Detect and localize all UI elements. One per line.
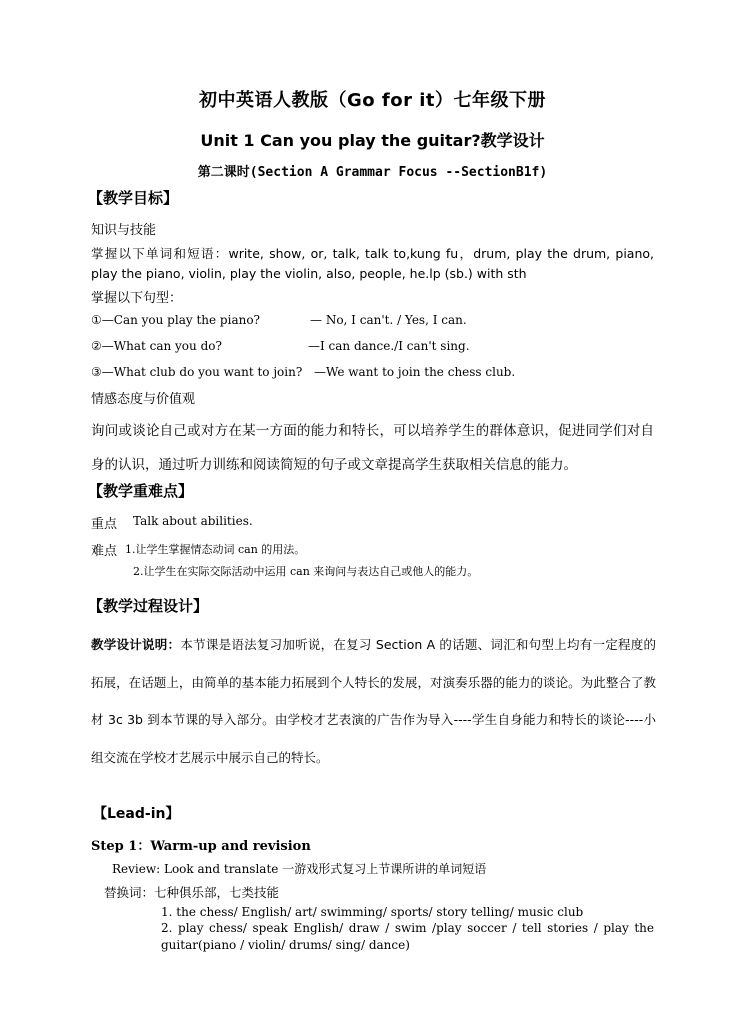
doc-title: 初中英语人教版（Go for it）七年级下册 (198, 90, 547, 111)
attitude-text: 询问或谈论自己或对方在某一方面的能力和特长，可以培养学生的群体意识，促进同学们对自身的认识，通过听力训练和阅读简短的句子或文章提高学生获取相关信息的能力。 (91, 423, 654, 473)
process-heading: 【教学过程设计】 (88, 597, 209, 615)
attitude-label: 情感态度与价值观 (91, 392, 196, 407)
leadin-heading: 【Lead-in】 (93, 806, 180, 822)
difficulty-label: 难点 (91, 544, 118, 559)
review-line: Review: Look and translate 一游戏形式复习上节课所讲的单词短语 (112, 862, 487, 876)
sentence-q-1: ①—Can you play the piano? (91, 313, 260, 327)
vocab-text: 掌握以下单词和短语：write, show, or, talk, talk to,kung fu，drum, play the drum, piano, play the piano, violin, play the violin, also, people, he.lp (sb.) with sth (91, 246, 654, 281)
sentence-a-2: —I can dance./I can't sing. (308, 339, 470, 353)
sentence-label: 掌握以下句型： (91, 291, 183, 306)
doc-subtitle: Unit 1 Can you play the guitar?教学设计 (200, 131, 545, 150)
design-paragraph (91, 626, 656, 776)
sentence-a-3: —We want to join the chess club. (314, 365, 516, 379)
difficulty-1: 1.让学生掌握情态动词 can 的用法。 (125, 543, 306, 556)
lesson-info: 第二课时(Section A Grammar Focus --SectionB1f) (197, 165, 548, 180)
step1-title: Step 1：Warm-up and revision (91, 839, 311, 854)
keypoints-heading: 【教学重难点】 (88, 482, 194, 500)
replace-label: 替换词：七种俱乐部，七类技能 (104, 885, 280, 900)
design-label: 教学设计说明： (91, 637, 181, 652)
difficulty-2: 2.让学生在实际交际活动中运用 can 来询问与表达自己或他人的能力。 (133, 565, 479, 578)
key-text: Talk about abilities. (133, 514, 253, 528)
skill-list: 2. play chess/ speak English/ draw / swim /play soccer / tell stories / play the guitar(piano / violin/ drums/ sing/ dance) (161, 921, 654, 952)
knowledge-label: 知识与技能 (91, 223, 157, 238)
sentence-a-1: — No, I can't. / Yes, I can. (310, 313, 467, 327)
club-list: 1. the chess/ English/ art/ swimming/ sports/ story telling/ music club (161, 905, 584, 919)
sentence-q-3: ③—What club do you want to join? (91, 365, 303, 379)
design-text: 本节课是语法复习加听说，在复习 Section A 的话题、词汇和句型上均有一定程度的拓展，在话题上，由简单的基本能力拓展到个人特长的发展，对演奏乐器的能力的谈论。为此整合了教材 3c 3b 到本节课的导入部分。由学校才艺表演的广告作为导入----学生自身能力和特长的谈论----小组交流在学校才艺展示中展示自己的特长。 (91, 637, 656, 765)
sentence-q-2: ②—What can you do? (91, 339, 222, 353)
key-label: 重点 (91, 517, 118, 532)
objectives-heading: 【教学目标】 (88, 189, 179, 207)
